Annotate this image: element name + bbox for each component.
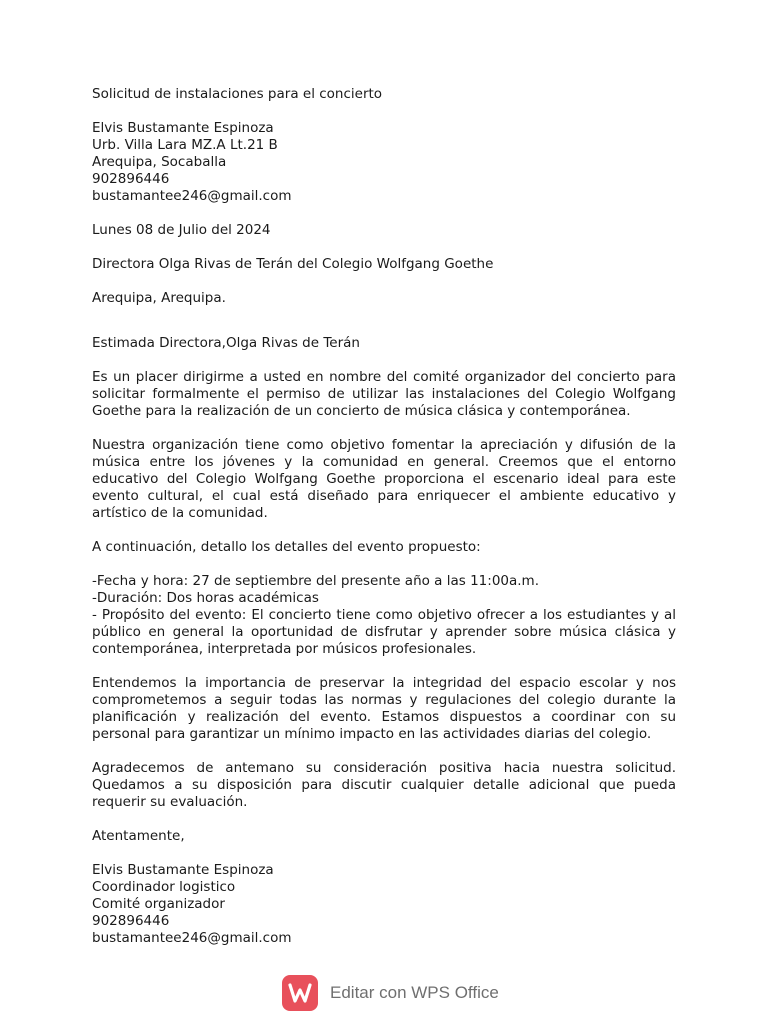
paragraph-intro: Es un placer dirigirme a usted en nombre del comité organizador del concierto para solicitar formalmente el permiso de utilizar las instalaciones del Colegio Wolfgang Goethe para la realización de un concierto de música clásica y contemporánea. bbox=[92, 369, 676, 419]
letter bbox=[92, 86, 676, 947]
greeting: Estimada Directora,Olga Rivas de Terán bbox=[92, 335, 360, 351]
signature-email: bustamantee246@gmail.com bbox=[92, 930, 292, 946]
sender-email: bustamantee246@gmail.com bbox=[92, 188, 292, 204]
sender-phone: 902896446 bbox=[92, 171, 170, 187]
sender-name: Elvis Bustamante Espinoza bbox=[92, 120, 274, 136]
paragraph-details-intro: A continuación, detallo los detalles del evento propuesto: bbox=[92, 539, 481, 555]
detail-purpose: - Propósito del evento: El concierto tiene como objetivo ofrecer a los estudiantes y al público en general la oportunidad de disfrutar y aprender sobre música clásica y contemporánea, interpretada por músicos profesionales. bbox=[92, 607, 676, 657]
details-list bbox=[92, 573, 676, 658]
paragraph-purpose: Nuestra organización tiene como objetivo fomentar la apreciación y difusión de la música entre los jóvenes y la comunidad en general. Creemos que el entorno educativo del Colegio Wolfgang Goethe proporciona el escenario ideal para este evento cultural, el cual está diseñado para enriquecer el ambiente educativo y artístico de la comunidad. bbox=[92, 437, 676, 521]
paragraph-thanks: Agradecemos de antemano su consideración positiva hacia nuestra solicitud. Quedamos a su disposición para discutir cualquier detalle adicional que pueda requerir su evaluación. bbox=[92, 760, 676, 810]
recipient: Directora Olga Rivas de Terán del Colegio Wolfgang Goethe bbox=[92, 256, 494, 272]
letter-title: Solicitud de instalaciones para el concierto bbox=[92, 86, 383, 102]
detail-duration: -Duración: Dos horas académicas bbox=[92, 590, 319, 606]
wps-edit-label: Editar con WPS Office bbox=[330, 983, 499, 1002]
signature-org: Comité organizador bbox=[92, 896, 225, 912]
detail-date-time: -Fecha y hora: 27 de septiembre del presente año a las 11:00a.m. bbox=[92, 573, 540, 589]
letter-date: Lunes 08 de Julio del 2024 bbox=[92, 222, 271, 238]
signature-role: Coordinador logistico bbox=[92, 879, 236, 895]
signature-phone: 902896446 bbox=[92, 913, 170, 929]
sender-block bbox=[92, 120, 676, 205]
sender-address: Urb. Villa Lara MZ.A Lt.21 B bbox=[92, 137, 278, 153]
wps-edit-link[interactable] bbox=[282, 975, 499, 1011]
paragraph-commitment: Entendemos la importancia de preservar la integridad del espacio escolar y nos comprometemos a seguir todas las normas y regulaciones del colegio durante la planificación y realización del evento. Estamos dispuestos a coordinar con su personal para garantizar un mínimo impacto en las actividades diarias del colegio. bbox=[92, 675, 676, 742]
sign-off: Atentamente, bbox=[92, 828, 185, 844]
sender-city: Arequipa, Socaballa bbox=[92, 154, 227, 170]
location: Arequipa, Arequipa. bbox=[92, 290, 226, 306]
signature-name: Elvis Bustamante Espinoza bbox=[92, 862, 274, 878]
signature-block bbox=[92, 862, 676, 947]
wps-logo-icon bbox=[282, 975, 318, 1011]
